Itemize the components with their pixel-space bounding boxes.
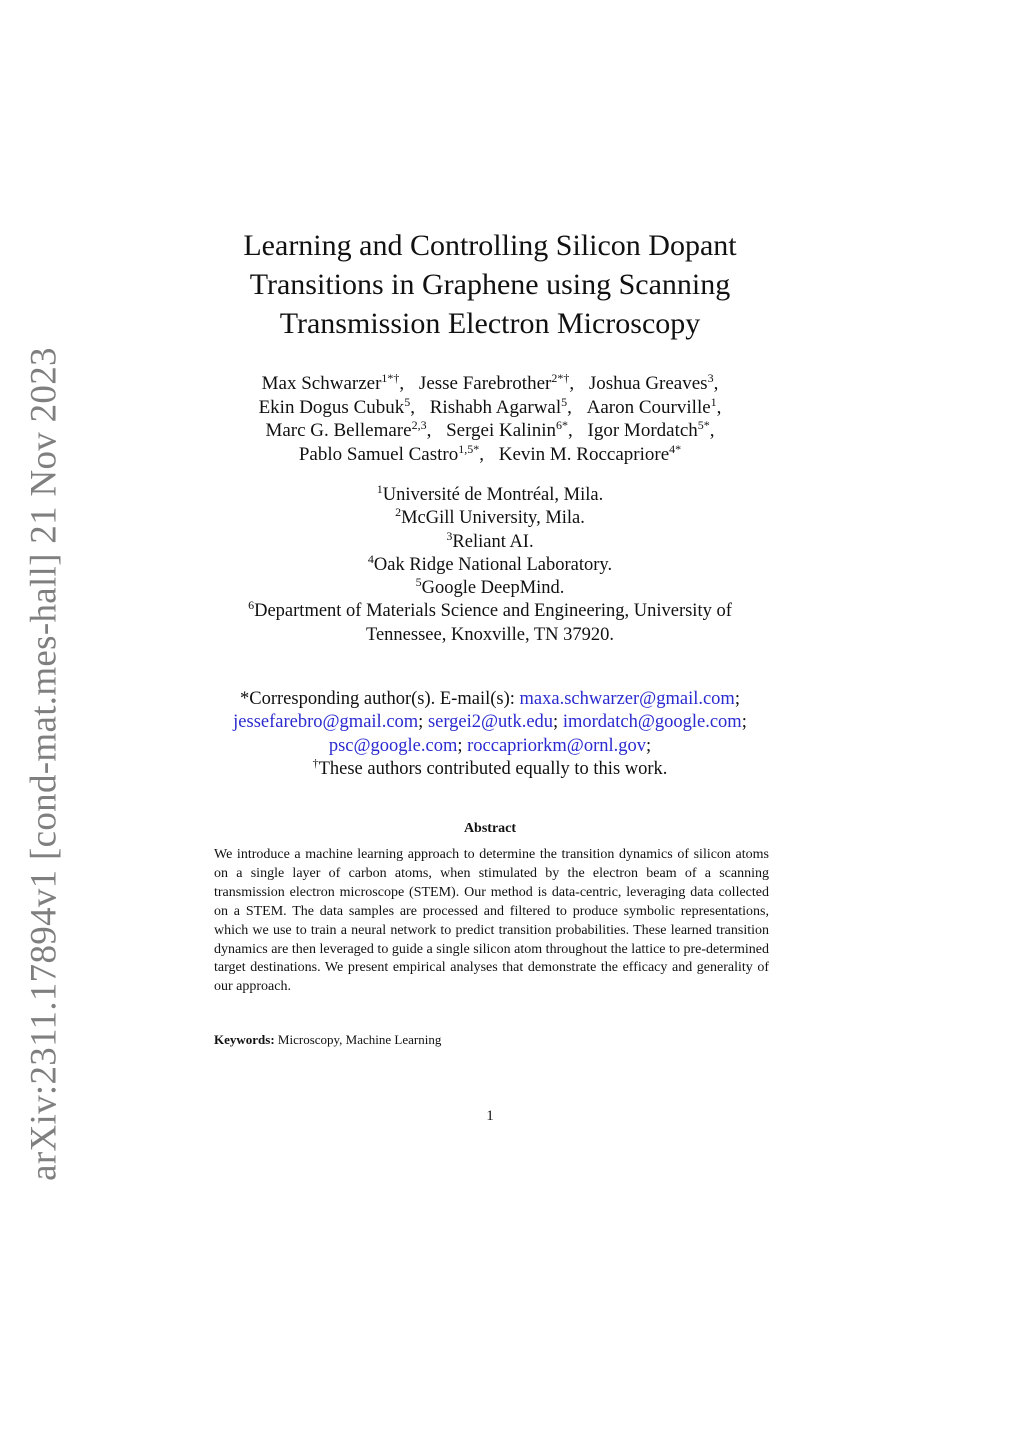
keywords (214, 1031, 769, 1049)
contact-line: jessefarebro@gmail.com; sergei2@utk.edu; imordatch@google.com; (233, 712, 747, 733)
author-line (0, 372, 980, 396)
title-line: Learning and Controlling Silicon Dopant (243, 229, 737, 262)
affiliation: $^2$McGill University, Mila. (395, 505, 585, 529)
author-list (0, 372, 980, 466)
title-line: Transitions in Graphene using Scanning (249, 268, 731, 301)
author: Aaron Courville$^1$, (586, 394, 722, 418)
abstract-heading: Abstract (463, 821, 517, 836)
author: Sergei Kalinin$^{6*}$, (446, 418, 573, 442)
contact-prefix: *Corresponding author(s). E-mail(s): (240, 689, 515, 709)
author-line (0, 396, 980, 420)
page-number: 1 (486, 1108, 494, 1124)
affiliation: $^1$Université de Montréal, Mila. (376, 482, 604, 505)
contact-line: psc@google.com; roccapriorkm@ornl.gov; (328, 735, 652, 756)
email-link[interactable]: roccapriorkm@ornl.gov (467, 735, 646, 756)
author: Rishabh Agarwal$^5$, (429, 394, 572, 418)
email-link[interactable]: imordatch@google.com (562, 712, 742, 733)
affiliation: $^4$Oak Ridge National Laboratory. (367, 551, 613, 575)
author-line (0, 443, 980, 467)
affiliation: $^6$Department of Materials Science and Engineering, University of (248, 598, 732, 622)
keywords-label: Keywords: (214, 1032, 275, 1047)
abstract-text: We introduce a machine learning approach to determine the transition dynamics of silicon atoms on a single layer of carbon atoms, when stimulated by the electron beam of a scanning transmission electron microscope (STEM). Our method is data-centric, leveraging data collected on a STEM. The data samples are processed and filtered to produce symbolic representations, which we use to train a neural network to predict transition probabilities. These learned transition dynamics are then leveraged to guide a single silicon atom throughout the lattice to pre-determined target destinations. We present empirical analyses that demonstrate the efficacy and generality of our approach. (214, 847, 769, 995)
corresponding-authors (0, 688, 980, 781)
author: Max Schwarzer$^{1*\dagger}$, (261, 371, 405, 394)
equal-contribution-note: †These authors contributed equally to this work. (312, 755, 668, 779)
author: Ekin Dogus Cubuk$^5$, (258, 394, 415, 418)
author: Pablo Samuel Castro$^{1,5*}$, (298, 441, 484, 465)
email-link[interactable]: maxa.schwarzer@gmail.com (519, 689, 735, 709)
affiliation-list (0, 484, 980, 647)
affiliation: $^3$Reliant AI. (446, 528, 534, 552)
author: Igor Mordatch$^{5*}$, (587, 418, 715, 442)
author: Kevin M. Roccapriore$^{4*}$ (498, 441, 682, 465)
email-link[interactable]: psc@google.com (328, 735, 458, 756)
paper-title (0, 226, 980, 343)
author: Marc G. Bellemare$^{2,3}$, (265, 418, 432, 442)
author-line (0, 419, 980, 443)
affiliation: $^5$Google DeepMind. (415, 575, 565, 599)
contact-line: *Corresponding author(s). E-mail(s): maxa.schwarzer@gmail.com; (240, 689, 740, 709)
affiliation-continued: Tennessee, Knoxville, TN 37920. (365, 624, 615, 645)
arxiv-identifier: arXiv:2311.17894v1 [cond-mat.mes-hall] 21 Nov 2023 (23, 347, 65, 1181)
author: Jesse Farebrother$^{2*\dagger}$, (418, 371, 575, 394)
keywords-text: Microscopy, Machine Learning (277, 1032, 442, 1047)
email-link[interactable]: sergei2@utk.edu (427, 712, 554, 733)
title-line: Transmission Electron Microscopy (279, 307, 701, 340)
author: Joshua Greaves$^3$, (588, 371, 719, 394)
email-link[interactable]: jessefarebro@gmail.com (233, 712, 419, 733)
